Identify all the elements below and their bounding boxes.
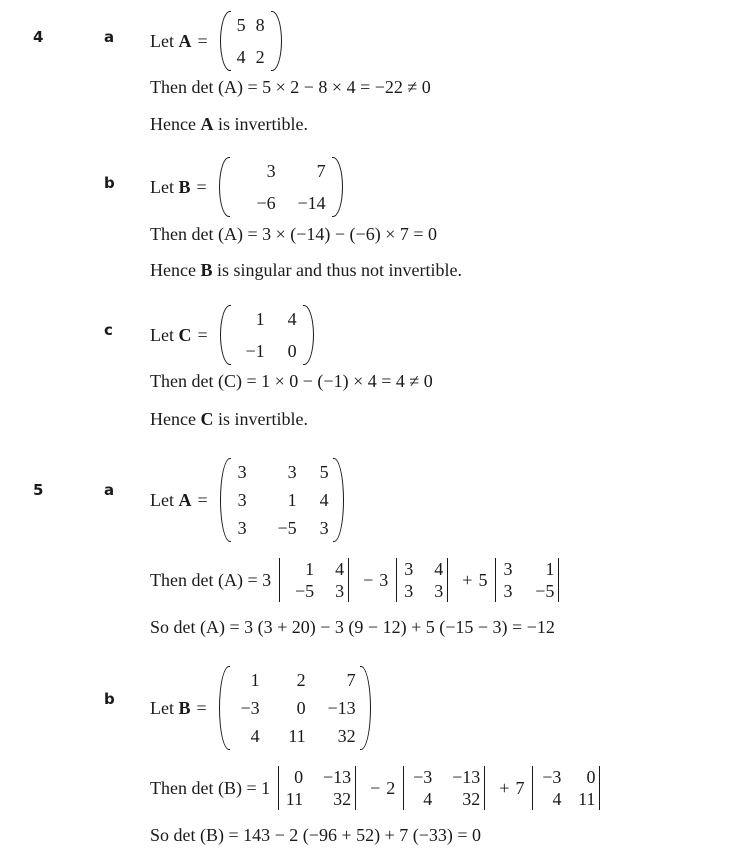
question-number: 5 (33, 481, 44, 499)
part-label: b (104, 690, 115, 708)
let-matrix-row: Let C = 1 4 −1 0 (150, 306, 314, 364)
right-paren (360, 666, 371, 750)
minor-determinant: 0 −13 11 32 (274, 766, 360, 810)
left-paren (219, 666, 230, 750)
left-paren (220, 458, 231, 542)
right-paren (303, 305, 314, 365)
part-label: c (104, 321, 113, 339)
result-line: So det (A) = 3 (3 + 20) − 3 (9 − 12) + 5 (−15 − 3) = −12 (150, 617, 555, 637)
cofactor-expansion: Then det (B) = 1 0 −13 11 32 − 2 −3 −13 4 32 + 7 −3 0 4 11 (150, 761, 608, 815)
question-number: 4 (33, 28, 44, 46)
conclusion-line: Hence A is invertible. (150, 114, 308, 134)
minor-determinant: −3 −13 4 32 (399, 766, 489, 810)
matrix-cell: 5 (236, 15, 246, 35)
conclusion-line: Hence B is singular and thus not invertible. (150, 260, 462, 280)
determinant-line: Then det (A) = 3 × (−14) − (−6) × 7 = 0 (150, 224, 437, 244)
matrix (219, 157, 343, 217)
matrix-cell: 4 (236, 47, 246, 67)
part-label: b (104, 174, 115, 192)
let-matrix-row: Let B = 3 7 −6 −14 (150, 158, 343, 216)
matrix-cell: 8 (255, 15, 265, 35)
part-label: a (104, 481, 115, 499)
let-matrix-row: Let B = 1 2 7 −3 0 −13 4 11 32 (150, 664, 371, 752)
determinant-line: Then det (A) = 5 × 2 − 8 × 4 = −22 ≠ 0 (150, 77, 431, 97)
matrix-grid (237, 11, 265, 71)
matrix-grid: 1 4 −1 0 (245, 309, 297, 361)
matrix-name: A (178, 30, 192, 51)
matrix-cell: 2 (255, 47, 265, 67)
let-matrix-row: Let A = 3 3 5 3 1 4 3 −5 3 (150, 456, 344, 544)
minor-determinant: 1 4 −5 3 (275, 558, 353, 602)
let-word: Let (150, 30, 174, 51)
right-paren (271, 11, 282, 71)
left-paren (220, 11, 231, 71)
right-paren (333, 458, 344, 542)
matrix-grid: 3 3 5 3 1 4 3 −5 3 (237, 462, 329, 538)
minor-determinant: 3 4 3 3 (392, 558, 452, 602)
matrix (220, 458, 344, 542)
minor-determinant: 3 1 3 −5 (491, 558, 563, 602)
determinant-line: Then det (C) = 1 × 0 − (−1) × 4 = 4 ≠ 0 (150, 371, 433, 391)
matrix (220, 11, 282, 71)
conclusion-line: Hence C is invertible. (150, 409, 308, 429)
right-paren (332, 157, 343, 217)
matrix (220, 305, 314, 365)
matrix-grid: 1 2 7 −3 0 −13 4 11 32 (240, 670, 356, 746)
matrix-grid: 3 7 −6 −14 (256, 161, 326, 213)
let-matrix-row: Let A = 5 8 4 2 (150, 12, 282, 70)
left-paren (220, 305, 231, 365)
cofactor-expansion: Then det (A) = 3 1 4 −5 3 − 3 3 4 3 3 + 5 3 1 3 −5 (150, 553, 567, 607)
result-line: So det (B) = 143 − 2 (−96 + 52) + 7 (−33) = 0 (150, 825, 482, 845)
minor-determinant: −3 0 4 11 (528, 766, 604, 810)
part-label: a (104, 28, 115, 46)
matrix (219, 666, 371, 750)
left-paren (219, 157, 230, 217)
